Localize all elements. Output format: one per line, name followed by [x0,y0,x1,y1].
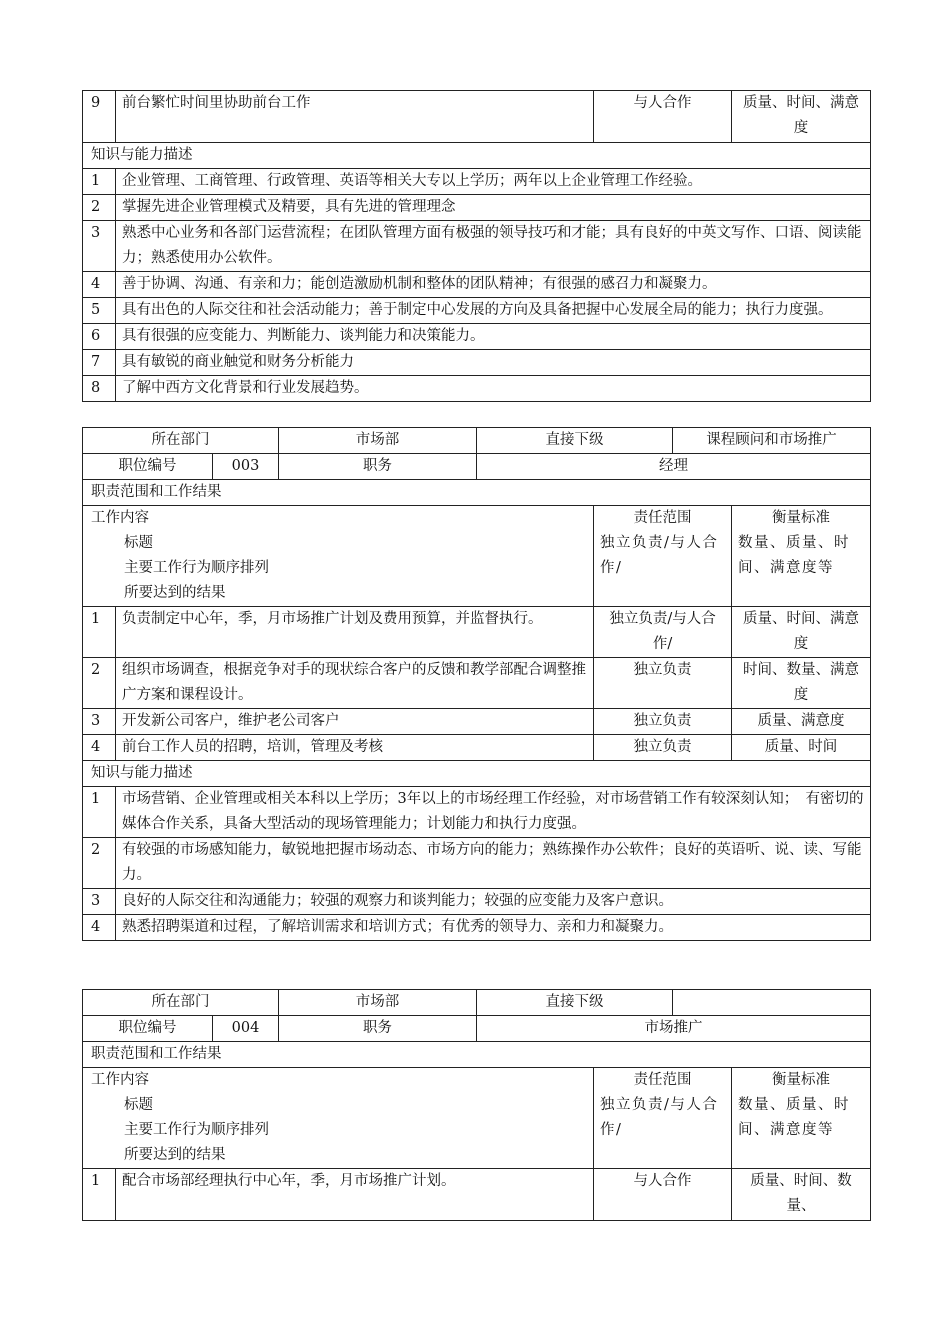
duty-heading: 职责范围和工作结果 [83,1042,871,1068]
knowledge-text: 有较强的市场感知能力，敏锐地把握市场动态、市场方向的能力；熟练操作办公软件；良好的英语听、说、读、写能力。 [116,838,871,889]
knowledge-list [83,787,871,941]
job-title-value: 经理 [477,454,871,480]
work-result-label: 所要达到的结果 [124,1147,226,1163]
scope-header [594,1068,732,1169]
work-title-label: 标题 [124,535,153,551]
knowledge-item [83,221,871,272]
row-number: 1 [83,1169,116,1221]
duty-row [83,735,871,761]
knowledge-item [83,838,871,889]
duty-row [83,709,871,735]
row-number: 1 [83,607,116,658]
row-number: 9 [83,91,116,143]
measure-cell: 质量、满意度 [732,709,871,735]
knowledge-item [83,298,871,324]
knowledge-heading: 知识与能力描述 [83,761,871,787]
task-cell: 负责制定中心年，季，月市场推广计划及费用预算，并监督执行。 [116,607,594,658]
subordinate-value [673,990,871,1016]
scope-cell: 与人合作 [594,1169,732,1221]
header-row-position [83,454,871,480]
task-cell: 前台工作人员的招聘，培训，管理及考核 [116,735,594,761]
knowledge-text: 企业管理、工商管理、行政管理、英语等相关大专以上学历；两年以上企业管理工作经验。 [116,169,871,195]
department-label: 所在部门 [83,428,279,454]
duty-list [83,607,871,761]
document-page [82,90,870,1221]
row-number: 4 [83,735,116,761]
scope-header [594,506,732,607]
measure-header-sub: 数量、质量、时间、满意度等 [738,1097,851,1138]
position-code-value: 004 [213,1016,279,1042]
duty-column-headers [83,1068,871,1169]
row-number: 6 [83,324,116,350]
duty-row [83,658,871,709]
duty-row [83,1169,871,1221]
work-order-label: 主要工作行为顺序排列 [124,560,269,576]
row-number: 4 [83,915,116,941]
duty-row [83,607,871,658]
header-row-department [83,990,871,1016]
measure-cell: 质量、时间、满意度 [732,607,871,658]
knowledge-text: 了解中西方文化背景和行业发展趋势。 [116,376,871,402]
table-row [83,91,871,143]
job-title-label: 职务 [279,1016,477,1042]
knowledge-text: 掌握先进企业管理模式及精要，具有先进的管理理念 [116,195,871,221]
table-spacer [82,941,870,989]
knowledge-text: 具有出色的人际交往和社会活动能力；善于制定中心发展的方向及具备把握中心发展全局的能力；执行力度强。 [116,298,871,324]
row-number: 8 [83,376,116,402]
knowledge-text: 善于协调、沟通、有亲和力；能创造激励机制和整体的团队精神；有很强的感召力和凝聚力。 [116,272,871,298]
department-label: 所在部门 [83,990,279,1016]
job-title-label: 职务 [279,454,477,480]
measure-header [732,506,871,607]
department-value: 市场部 [279,428,477,454]
department-value: 市场部 [279,990,477,1016]
measure-cell: 质量、时间、数量、 [732,1169,871,1221]
subordinate-value: 课程顾问和市场推广 [673,428,871,454]
row-number: 2 [83,658,116,709]
scope-header-sub: 独立负责/与人合作/ [600,535,719,576]
job-description-table-3 [82,989,871,1221]
scope-cell: 独立负责 [594,735,732,761]
measure-header [732,1068,871,1169]
task-cell: 前台繁忙时间里协助前台工作 [116,91,594,143]
header-row-position [83,1016,871,1042]
row-number: 2 [83,195,116,221]
job-description-table-2 [82,427,871,941]
row-number: 2 [83,838,116,889]
knowledge-item [83,195,871,221]
scope-cell: 独立负责 [594,658,732,709]
knowledge-text: 市场营销、企业管理或相关本科以上学历；3年以上的市场经理工作经验，对市场营销工作有较深刻认知； 有密切的媒体合作关系，具备大型活动的现场管理能力；计划能力和执行力度强。 [116,787,871,838]
scope-cell: 与人合作 [594,91,732,143]
knowledge-text: 熟悉中心业务和各部门运营流程；在团队管理方面有极强的领导技巧和才能；具有良好的中英文写作、口语、阅读能力；熟悉使用办公软件。 [116,221,871,272]
measure-cell: 时间、数量、满意度 [732,658,871,709]
task-cell: 组织市场调查，根据竞争对手的现状综合客户的反馈和教学部配合调整推广方案和课程设计。 [116,658,594,709]
work-content-header [83,1068,594,1169]
knowledge-item [83,324,871,350]
measure-cell: 质量、时间、满意度 [732,91,871,143]
work-order-label: 主要工作行为顺序排列 [124,1122,269,1138]
job-title-value: 市场推广 [477,1016,871,1042]
row-number: 1 [83,787,116,838]
row-number: 3 [83,709,116,735]
position-code-value: 003 [213,454,279,480]
position-code-label: 职位编号 [83,454,213,480]
table-spacer [82,402,870,427]
work-content-label: 工作内容 [91,510,149,526]
position-code-label: 职位编号 [83,1016,213,1042]
scope-cell: 独立负责/与人合作/ [594,607,732,658]
knowledge-text: 熟悉招聘渠道和过程，了解培训需求和培训方式；有优秀的领导力、亲和力和凝聚力。 [116,915,871,941]
work-result-label: 所要达到的结果 [124,585,226,601]
work-content-label: 工作内容 [91,1072,149,1088]
scope-header-sub: 独立负责/与人合作/ [600,1097,719,1138]
measure-header-label: 衡量标准 [772,1072,831,1088]
row-number: 7 [83,350,116,376]
subordinate-label: 直接下级 [477,990,673,1016]
measure-cell: 质量、时间 [732,735,871,761]
header-row-department [83,428,871,454]
job-description-table-1 [82,90,871,402]
scope-header-label: 责任范围 [633,1072,692,1088]
measure-header-label: 衡量标准 [772,510,831,526]
task-cell: 配合市场部经理执行中心年，季，月市场推广计划。 [116,1169,594,1221]
knowledge-item [83,272,871,298]
work-content-header [83,506,594,607]
task-cell: 开发新公司客户，维护老公司客户 [116,709,594,735]
scope-cell: 独立负责 [594,709,732,735]
subordinate-label: 直接下级 [477,428,673,454]
row-number: 5 [83,298,116,324]
knowledge-text: 具有敏锐的商业触觉和财务分析能力 [116,350,871,376]
knowledge-item [83,350,871,376]
knowledge-item [83,169,871,195]
row-number: 3 [83,221,116,272]
duty-heading: 职责范围和工作结果 [83,480,871,506]
work-title-label: 标题 [124,1097,153,1113]
knowledge-item [83,787,871,838]
duty-column-headers [83,506,871,607]
knowledge-text: 具有很强的应变能力、判断能力、谈判能力和决策能力。 [116,324,871,350]
knowledge-item [83,889,871,915]
knowledge-item [83,915,871,941]
row-number: 1 [83,169,116,195]
knowledge-item [83,376,871,402]
row-number: 4 [83,272,116,298]
scope-header-label: 责任范围 [633,510,692,526]
knowledge-text: 良好的人际交往和沟通能力；较强的观察力和谈判能力；较强的应变能力及客户意识。 [116,889,871,915]
measure-header-sub: 数量、质量、时间、满意度等 [738,535,851,576]
knowledge-heading: 知识与能力描述 [83,143,871,169]
knowledge-list [83,169,871,402]
row-number: 3 [83,889,116,915]
